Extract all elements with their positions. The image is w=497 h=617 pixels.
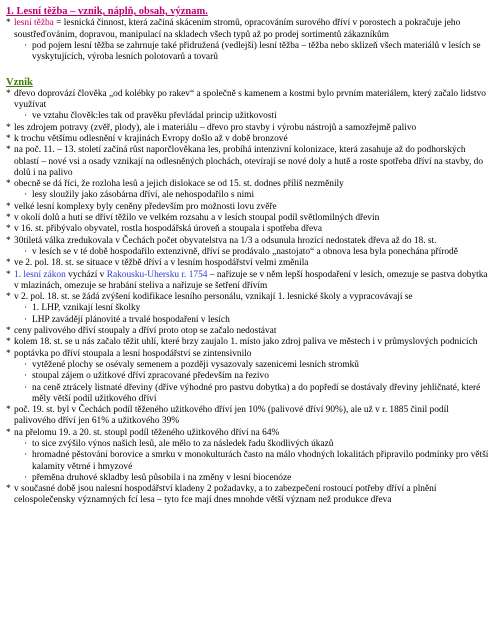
list-item: [6, 258, 491, 269]
list-item: [6, 292, 491, 303]
bullet-asterisk: *: [6, 88, 11, 99]
item-text: LHP zavádějí plánovité a trvalé hospodaření v lesích: [32, 314, 230, 325]
section-heading: 1. Lesní těžba – vznik, náplň, obsah, význam.: [6, 6, 208, 17]
item-text: dřevo doprovází člověka „od kolébky po rakev“ a společně s kamenem a kostmi bylo prvním materiálem, který začalo lidstvo využívat: [14, 88, 486, 111]
item-text: 30tiletá válka zredukovala v Čechách počet obyvatelstva na 1/3 a odsunula hrozící nedostatek dřeva až do 18. st.: [14, 235, 437, 246]
bullet-dot: ·: [24, 472, 28, 483]
list-item: [6, 224, 491, 235]
bullet-asterisk: *: [6, 122, 11, 133]
item-text: poč. 19. st. byl v Čechách podíl těženého užitkového dříví jen 10% (palivové dříví 90%), ale už v r. 1885 činil podíl palivového dříví jen 61% a užitkového 39%: [14, 405, 449, 427]
definition-subtext: pod pojem lesní těžba se zahrnuje také přidružená (vedlejší) lesní těžba – těžba nebo sklizeň všech materiálů v lesích se vyskytujících, výroba lesních polotovarů a tovarů: [32, 40, 481, 63]
item-text: vytěžené plochy se osévaly semenem a později vysazovaly sazenicemi lesních stromků: [32, 359, 359, 370]
list-item: [6, 484, 491, 507]
list-item: [6, 134, 491, 145]
list-subitem: [24, 315, 491, 326]
list-subitem: [24, 439, 491, 450]
item-text: v okolí dolů a hutí se dříví těžilo ve velkém rozsahu a v lesích stoupal podíl světlomilných dřevin: [14, 213, 380, 224]
list-subitem: [24, 360, 491, 371]
bullet-asterisk: *: [6, 235, 11, 246]
bullet-asterisk: *: [6, 326, 11, 337]
bullet-asterisk: *: [6, 213, 11, 224]
definition-subitem: [24, 41, 491, 64]
item-text: hromadné pěstování borovice a smrku v monokulturách často na málo vhodných lokalitách připravilo podmínky pro větší kalamity větrné i hmyzové: [32, 450, 489, 472]
list-subitem: [24, 371, 491, 382]
list-subitem: [24, 247, 491, 258]
bullet-dot: ·: [24, 382, 28, 393]
bullet-dot: ·: [24, 190, 28, 201]
bullet-asterisk: *: [6, 405, 11, 416]
item-text: velké lesní komplexy byly ceněny především pro možnosti lovu zvěře: [14, 201, 277, 212]
bullet-asterisk: *: [6, 201, 11, 212]
item-text: les zdrojem potravy (zvěř, plody), ale i materiálu – dřevo pro stavby i výrobu nástrojů a samozřejmě palivo: [14, 122, 417, 133]
item-text: na ceně ztrácely listnaté dřeviny (dříve výhodné pro pastvu dobytka) a do popředí se dostávaly dřeviny jehličnaté, které měly větší podíl užitkového dříví: [32, 382, 481, 404]
item-text: k trochu většímu odlesnění v krajinách Evropy došlo až v době bronzové: [14, 133, 288, 144]
bullet-asterisk: *: [6, 269, 11, 280]
bullet-dot: ·: [24, 314, 28, 325]
item-text: ve 2. pol. 18. st. se situace v těžbě dříví a v lesním hospodářství velmi změnila: [14, 258, 309, 269]
list-subitem: [24, 473, 491, 484]
list-subitem: [24, 450, 491, 473]
bullet-asterisk: *: [6, 145, 11, 156]
bullet-dot: ·: [24, 371, 28, 382]
bullet-dot: ·: [24, 450, 28, 461]
item-text: v 16. st. přibývalo obyvatel, rostla hospodářská úroveň a stoupala i spotřeba dřeva: [14, 224, 322, 235]
item-text: obecně se dá říci, že rozloha lesů a jejich dislokace se od 15. st. dodnes příliš nezměnily: [14, 179, 344, 190]
subsection-heading: Vznik: [6, 77, 33, 89]
item-text: vychází v: [65, 269, 107, 280]
item-text: v 2. pol. 18. st. se žádá zvýšení kodifikace lesního personálu, vznikají 1. lesnické školy a vypracovávají se: [14, 292, 413, 303]
item-text: 1. LHP, vznikají lesní školky: [32, 303, 141, 314]
bullet-list: [6, 89, 491, 507]
bullet-dot: ·: [24, 438, 28, 449]
bullet-asterisk: *: [6, 348, 11, 359]
list-subitem: [24, 111, 491, 122]
bullet-dot: ·: [24, 40, 28, 51]
bullet-dot: ·: [24, 246, 28, 257]
item-text: na poč. 11. – 13. století začíná růst naporčlověkana les, probíhá intenzivní kolonizace, která zasahuje až do podhorských oblastí – nové vsi a osady vznikají na odlesněných plochách, otevírají se nové doly a hutě a roste spotřeba dříví na stavby, do dolů i na palivo: [14, 145, 484, 178]
item-text: poptávka po dříví stoupala a lesní hospodářství se zintensivnilo: [14, 348, 252, 359]
bullet-asterisk: *: [6, 18, 11, 29]
list-item: [6, 89, 491, 112]
list-subitem: [24, 383, 491, 406]
list-item: [6, 236, 491, 247]
item-text: v lesích se v té době hospodařilo extenzivně, dříví se prodávalo „nastojato“ a obnova lesa byla ponechána přírodě: [32, 246, 458, 257]
bullet-asterisk: *: [6, 484, 11, 495]
list-subitem: [24, 190, 491, 201]
list-item: [6, 349, 491, 360]
item-text: ceny palivového dříví stoupaly a dříví proto otop se začalo nedostávat: [14, 326, 277, 337]
item-text: to sice zvýšilo výnos našich lesů, ale mělo to za následek řadu škodlivých úkazů: [32, 438, 334, 449]
highlight-text: Rakousku-Uhersku r. 1754: [106, 269, 208, 280]
definition-item: [6, 18, 491, 41]
item-text: přeměna druhové skladby lesů působila i na změny v lesní biocenóze: [32, 472, 292, 483]
bullet-asterisk: *: [6, 427, 11, 438]
bullet-asterisk: *: [6, 179, 11, 190]
bullet-asterisk: *: [6, 337, 11, 348]
bullet-asterisk: *: [6, 133, 11, 144]
list-item: [6, 123, 491, 134]
list-item: [6, 179, 491, 190]
bullet-asterisk: *: [6, 292, 11, 303]
list-item: [6, 145, 491, 179]
item-text: kolem 18. st. se u nás začalo těžit uhlí, které brzy zaujalo 1. místo jako zdroj paliva ve městech i v průmyslových podnicích: [14, 337, 478, 348]
bullet-asterisk: *: [6, 258, 11, 269]
item-text: stoupal zájem o užitkové dříví zpracované především na řezivo: [32, 371, 269, 382]
item-text: – nařizuje se v něm lepší hospodaření v lesích, omezuje se pastva dobytka v mlazinách, omezuje se hrabání steliva a nařizuje se šetření dřívím: [14, 269, 488, 291]
list-item: [6, 326, 491, 337]
list-subitem: [24, 303, 491, 314]
item-text: v současné době jsou nalesní hospodářství kladeny 2 požadavky, a to zabezpečení rostoucí potřeby dříví a plnění celospolečensky významných fcí lesa – tyto fce mají dnes mnohde větší význam než produkce dřeva: [14, 484, 437, 506]
list-item: [6, 270, 491, 293]
definition-term: lesní těžba: [14, 18, 54, 29]
item-text: ve vztahu člověk:les tak od pravěku převládal princip užitkovosti: [32, 111, 277, 122]
bullet-dot: ·: [24, 359, 28, 370]
list-item: [6, 202, 491, 213]
item-text: na přelomu 19. a 20. st. stoupl podíl těženého užitkového dříví na 64%: [14, 427, 280, 438]
item-text: lesy sloužily jako zásobárna dříví, ale nehospodařilo s nimi: [32, 190, 255, 201]
definition-text: = lesnická činnost, která začíná skácením stromů, opracováním surového dříví v porostech a pokračuje jeho soustřeďováním, dopravou, manipulací na skladech všech typů až po prodej sortimentů zákazníkům: [14, 18, 461, 40]
list-item: [6, 337, 491, 348]
list-item: [6, 428, 491, 439]
list-item: [6, 213, 491, 224]
bullet-asterisk: *: [6, 224, 11, 235]
highlight-text: 1. lesní zákon: [14, 269, 66, 280]
bullet-dot: ·: [24, 111, 28, 122]
list-item: [6, 405, 491, 428]
bullet-dot: ·: [24, 303, 28, 314]
